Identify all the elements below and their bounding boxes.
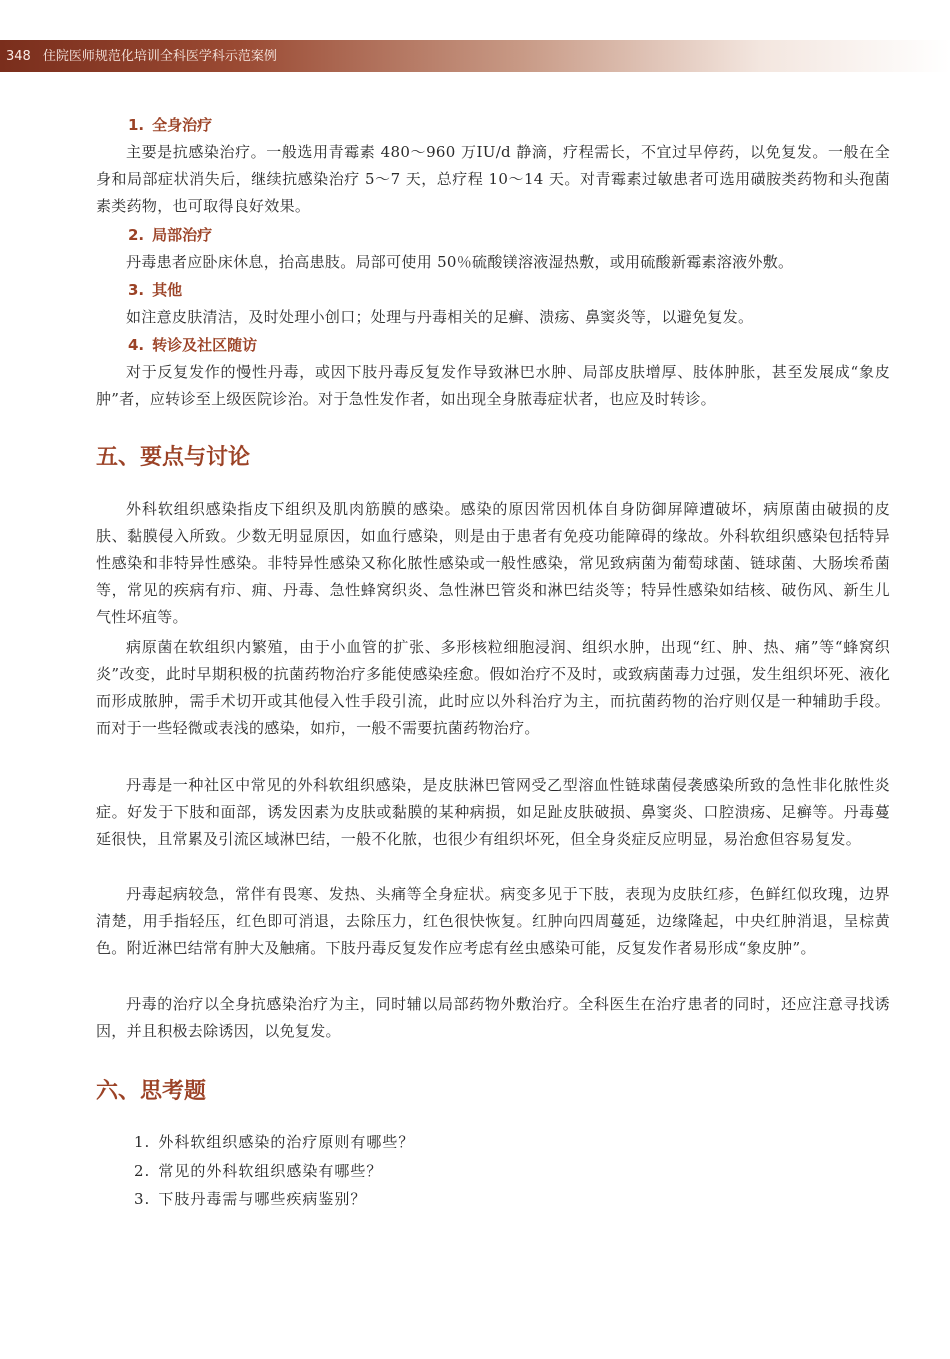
paragraph-discussion-4: 丹毒起病较急，常伴有畏寒、发热、头痛等全身症状。病变多见于下肢，表现为皮肤红疹，色鲜红似玫瑰，边界清楚，用手指轻压，红色即可消退，去除压力，红色很快恢复。红肿向四周蔓延，边缘隆起，中央红肿消退，呈棕黄色。附近淋巴结常有肿大及触痛。下肢丹毒反复发作应考虑有丝虫感染可能，反复发作者易形成“象皮肿”。	[96, 885, 890, 957]
paragraph-local-treatment: 丹毒患者应卧床休息，抬高患肢。局部可使用 50％硫酸镁溶液湿热敷，或用硫酸新霉素溶液外敷。	[126, 253, 794, 271]
paragraph-discussion-3: 丹毒是一种社区中常见的外科软组织感染，是皮肤淋巴管网受乙型溶血性链球菌侵袭感染所致的急性非化脓性炎症。好发于下肢和面部，诱发因素为皮肤或黏膜的某种病损，如足趾皮肤破损、鼻窦炎、口腔溃疡、足癣等。丹毒蔓延很快，且常累及引流区域淋巴结，一般不化脓，也很少有组织坏死，但全身炎症反应明显，易治愈但容易复发。	[96, 776, 890, 848]
subheading-local-treatment: 2. 局部治疗	[128, 226, 213, 244]
running-header	[6, 47, 277, 67]
paragraph-discussion-5: 丹毒的治疗以全身抗感染治疗为主，同时辅以局部药物外敷治疗。全科医生在治疗患者的同时，还应注意寻找诱因，并且积极去除诱因，以免复发。	[96, 995, 890, 1040]
question-item: 1. 外科软组织感染的治疗原则有哪些？	[134, 1133, 415, 1151]
question-item: 2. 常见的外科软组织感染有哪些？	[134, 1162, 383, 1180]
question-item: 3. 下肢丹毒需与哪些疾病鉴别？	[134, 1190, 367, 1208]
paragraph-discussion-2: 病原菌在软组织内繁殖，由于小血管的扩张、多形核粒细胞浸润、组织水肿，出现“红、肿、热、痛”等“蜂窝织炎”改变，此时早期积极的抗菌药物治疗多能使感染痊愈。假如治疗不及时，或致病菌毒力过强，发生组织坏死、液化而形成脓肿，需手术切开或其他侵入性手段引流，此时应以外科治疗为主，而抗菌药物的治疗则仅是一种辅助手段。而对于一些轻微或表浅的感染，如疖，一般不需要抗菌药物治疗。	[96, 638, 890, 737]
subheading-referral: 4. 转诊及社区随访	[128, 336, 258, 354]
book-title: 住院医师规范化培训全科医学科示范案例	[42, 49, 277, 64]
paragraph-discussion-1: 外科软组织感染指皮下组织及肌肉筋膜的感染。感染的原因常因机体自身防御屏障遭破坏，病原菌由破损的皮肤、黏膜侵入所致。少数无明显原因，如血行感染，则是由于患者有免疫功能障碍的缘故。外科软组织感染包括特异性感染和非特异性感染。非特异性感染又称化脓性感染或一般性感染，常见致病菌为葡萄球菌、链球菌、大肠埃希菌等，常见的疾病有疖、痈、丹毒、急性蜂窝织炎、急性淋巴管炎和淋巴结炎等；特异性感染如结核、破伤风、新生儿气性坏疽等。	[96, 500, 890, 626]
page-number: 348	[6, 49, 31, 64]
subheading-systemic-treatment: 1. 全身治疗	[128, 116, 213, 134]
section-heading-questions: 六、思考题	[96, 1078, 207, 1104]
subheading-other: 3. 其他	[128, 281, 183, 299]
paragraph-other: 如注意皮肤清洁，及时处理小创口；处理与丹毒相关的足癣、溃疡、鼻窦炎等，以避免复发。	[126, 308, 754, 326]
paragraph-systemic-treatment: 主要是抗感染治疗。一般选用青霉素 480～960 万IU/d 静滴，疗程需长，不宜过早停药，以免复发。一般在全身和局部症状消失后，继续抗感染治疗 5～7 天，总疗程 10～14 天。对青霉素过敏患者可选用磺胺类药物和头孢菌素类药物，也可取得良好效果。	[96, 143, 890, 215]
paragraph-referral: 对于反复发作的慢性丹毒，或因下肢丹毒反复发作导致淋巴水肿、局部皮肤增厚、肢体肿胀，甚至发展成“象皮肿”者，应转诊至上级医院诊治。对于急性发作者，如出现全身脓毒症状者，也应及时转诊。	[96, 363, 890, 408]
section-heading-key-points: 五、要点与讨论	[96, 444, 251, 470]
